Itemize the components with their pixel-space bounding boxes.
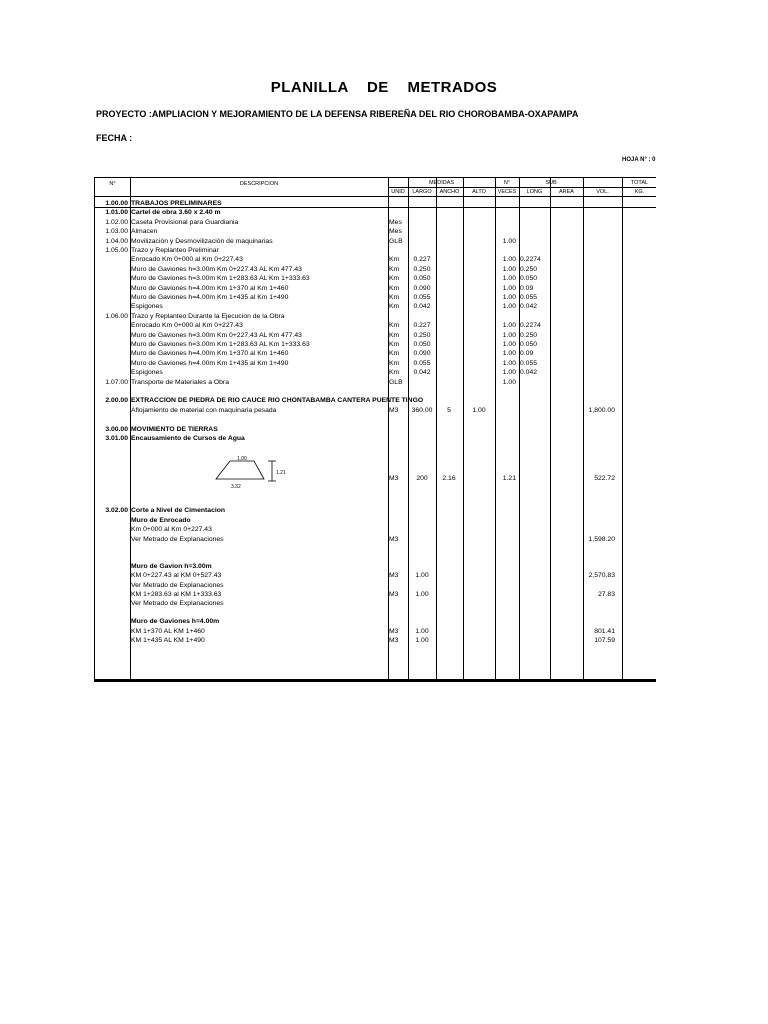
col-kg-header: KG. xyxy=(634,189,645,195)
cell-alto: 1.00 xyxy=(472,406,486,414)
cell-desc: Movilizaciòn y Desmovilizaciòn de maquinarias xyxy=(131,237,273,245)
table-row xyxy=(0,378,768,387)
table-row xyxy=(0,218,768,227)
cell-unid: Mes xyxy=(389,218,402,226)
cell-largo: 0.042 xyxy=(413,303,431,311)
table-row xyxy=(0,368,768,377)
table-row xyxy=(0,535,768,544)
cell-unid: Km xyxy=(389,265,400,273)
table-row xyxy=(0,237,768,246)
cell-desc: Muro de Gaviones h=4.00m Km 1+370 al Km 1+460 xyxy=(131,350,289,358)
cell-unid: M3 xyxy=(389,591,399,599)
cell-desc: EXTRACCION DE PIEDRA DE RIO CAUCE RIO CHONTABAMBA CANTERA PUENTE TINGO xyxy=(131,397,424,405)
table-row xyxy=(0,302,768,311)
cell-unid: M3 xyxy=(389,535,399,543)
cell-unid: M3 xyxy=(389,406,399,414)
table-row xyxy=(0,340,768,349)
table-row xyxy=(0,246,768,255)
cell-veces: 1.00 xyxy=(502,322,516,330)
cell-code: 1.00.00 xyxy=(105,200,128,207)
col-veces-no-header: N° xyxy=(503,180,511,186)
table-row xyxy=(0,525,768,534)
cell-long: 0.250 xyxy=(520,265,538,273)
table-row xyxy=(0,627,768,636)
cell-desc: Espigones xyxy=(131,303,163,311)
col-descripcion-header: DESCRIPCION xyxy=(239,181,279,187)
table-row xyxy=(0,359,768,368)
table-row xyxy=(0,434,768,443)
cell-long: 0.042 xyxy=(520,303,538,311)
cell-desc: Muro de Gaviones h=3.00m Km 1+283.63 AL Km 1+333.63 xyxy=(131,275,310,283)
cell-long: 0.055 xyxy=(520,294,538,301)
table-row xyxy=(0,396,768,405)
cell-veces: 1.00 xyxy=(502,275,516,283)
cell-desc: Trazo y Replanteo Durante la Ejecucion de la Obra xyxy=(131,312,285,320)
col-veces-header: VECES xyxy=(497,189,517,195)
cell-desc: Trazo y Replanteo Preliminar xyxy=(131,247,219,254)
cell-desc: MOVIMIENTO DE TIERRAS xyxy=(131,425,218,433)
cell-unid: Km xyxy=(389,284,400,292)
table-row xyxy=(0,349,768,358)
table-row xyxy=(0,274,768,283)
cell-desc: Ver Metrado de Explanaciones xyxy=(131,581,224,589)
cell-code: 1.06.00 xyxy=(105,312,128,320)
cell-unid: Km xyxy=(389,303,400,311)
table-row xyxy=(0,571,768,580)
cell-veces: 1.00 xyxy=(502,369,516,377)
table-row xyxy=(0,562,768,571)
cell-vol: 107.59 xyxy=(594,637,615,645)
cell-desc: Muro de Enrocado xyxy=(131,516,191,524)
cell-vol: 2,570.83 xyxy=(588,572,615,580)
cell-code: 2.00.00 xyxy=(105,397,128,405)
cell-desc: Encausamiento de Cursos de Agua xyxy=(131,435,245,442)
cell-vol: 1,598.20 xyxy=(588,535,615,543)
cell-desc: KM 1+435 AL KM 1+490 xyxy=(131,637,205,645)
sheet-number: HOJA N° : 0 xyxy=(622,157,656,163)
cell-code: 1.01.00 xyxy=(105,209,128,217)
cell-vol: 1,800.00 xyxy=(588,406,615,414)
cell-desc: Muro de Gavion h=3.00m xyxy=(131,562,212,570)
cell-desc: Ver Metrado de Explanaciones xyxy=(131,600,224,608)
table-row xyxy=(0,227,768,236)
cell-unid: Km xyxy=(389,256,400,264)
cell-ancho: 2.16 xyxy=(442,475,456,483)
cell-largo: 0.042 xyxy=(413,369,431,377)
cell-desc: KM 1+283.63 al KM 1+333.63 xyxy=(131,591,222,599)
table-row xyxy=(0,255,768,264)
cell-veces: 1.00 xyxy=(502,294,516,301)
table-row xyxy=(0,590,768,599)
cell-desc: Muro de Gaviones h=4.00m xyxy=(131,618,220,626)
cell-long: 0.042 xyxy=(520,369,538,377)
cell-code: 3.00.00 xyxy=(105,425,128,433)
cell-unid: Km xyxy=(389,350,400,358)
cell-desc: Muro de Gaviones h=3.00m Km 0+227.43 AL Km 477.43 xyxy=(131,265,302,273)
col-vol-header: VOL. xyxy=(596,189,609,195)
cell-largo: 0.055 xyxy=(413,294,431,301)
cell-desc: KM 0+227.43 al KM 0+527.43 xyxy=(131,572,222,580)
cell-desc: Cartel de obra 3.60 x 2.40 m xyxy=(131,209,221,217)
cell-long: 0.250 xyxy=(520,331,538,339)
cell-largo: 0.250 xyxy=(413,331,431,339)
cell-ancho: 5 xyxy=(447,406,451,414)
cell-long: 0.09 xyxy=(520,350,534,358)
cell-unid: M3 xyxy=(389,475,399,483)
cell-desc: Almacen xyxy=(131,228,158,236)
cell-unid: Mes xyxy=(389,228,402,236)
cell-veces: 1.00 xyxy=(502,331,516,339)
col-long-header: LONG xyxy=(526,189,543,195)
cell-unid: M3 xyxy=(389,572,399,580)
col-medidas-header: MEDIDAS xyxy=(428,180,455,186)
cell-code: 1.04.00 xyxy=(105,237,128,245)
cell-code: 1.03.00 xyxy=(105,228,128,236)
cell-veces: 1.00 xyxy=(502,350,516,358)
cell-largo: 1.00 xyxy=(415,627,429,635)
section-bottom-width: 3.32 xyxy=(231,484,241,490)
cell-vol: 27.83 xyxy=(597,591,615,599)
col-total-header: TOTAL xyxy=(630,180,649,186)
cell-desc: Espigones xyxy=(131,369,163,377)
cell-unid: Km xyxy=(389,369,400,377)
cell-largo: 360.00 xyxy=(411,406,433,414)
trapezoid-section-diagram xyxy=(210,455,290,495)
cell-unid: Km xyxy=(389,341,400,348)
cell-code: 3.02.00 xyxy=(105,507,128,515)
col-alto-header: ALTO xyxy=(472,189,486,195)
cell-unid: M3 xyxy=(389,637,399,645)
table-row xyxy=(0,636,768,645)
col-sub-header: SUB xyxy=(545,180,557,186)
table-row xyxy=(0,321,768,330)
cell-desc: Muro de Gaviones h=4.00m Km 1+370 al Km 1+460 xyxy=(131,284,289,292)
cell-unid: GLB xyxy=(389,378,403,386)
section-top-width: 1.00 xyxy=(237,456,247,462)
cell-largo: 1.00 xyxy=(415,637,429,645)
cell-code: 1.05.00 xyxy=(105,247,128,254)
cell-veces: 1.00 xyxy=(502,303,516,311)
cell-unid: GLB xyxy=(389,237,403,245)
cell-veces: 1.00 xyxy=(502,256,516,264)
col-no-header: N° xyxy=(109,181,116,187)
cell-unid: Km xyxy=(389,331,400,339)
cell-desc: Muro de Gaviones h=3.00m Km 1+283.63 AL Km 1+333.63 xyxy=(131,341,310,348)
cell-veces: 1.00 xyxy=(502,265,516,273)
section-height: 1.21 xyxy=(276,470,286,476)
cell-long: 0.09 xyxy=(520,284,534,292)
cell-largo: 0.050 xyxy=(413,341,431,348)
cell-largo: 0.055 xyxy=(413,359,431,367)
table-row xyxy=(0,599,768,608)
table-row xyxy=(0,199,768,208)
cell-long: 0.050 xyxy=(520,275,538,283)
cell-unid: Km xyxy=(389,322,400,330)
cell-vol: 522.72 xyxy=(594,475,615,483)
cell-code: 1.07.00 xyxy=(105,378,128,386)
table-row xyxy=(0,425,768,434)
table-row xyxy=(0,474,768,483)
cell-long: 0.050 xyxy=(520,341,538,348)
cell-unid: Km xyxy=(389,359,400,367)
cell-desc: Aflojamiento de material con maquinaria pesada xyxy=(131,406,277,414)
project-name: PROYECTO :AMPLIACION Y MEJORAMIENTO DE LA DEFENSA RIBEREÑA DEL RIO CHOROBAMBA-OXAPAMPA xyxy=(96,109,579,119)
cell-unid: Km xyxy=(389,275,400,283)
cell-code: 3.01.00 xyxy=(105,435,128,442)
cell-veces: 1.00 xyxy=(502,237,516,245)
cell-desc: TRABAJOS PRELIMINARES xyxy=(131,200,222,207)
cell-long: 0.2274 xyxy=(520,322,541,330)
cell-veces: 1.21 xyxy=(502,475,516,483)
cell-largo: 1.00 xyxy=(415,572,429,580)
cell-largo: 0.050 xyxy=(413,275,431,283)
cell-largo: 0.227 xyxy=(413,322,431,330)
cell-veces: 1.00 xyxy=(502,359,516,367)
cell-long: 0.055 xyxy=(520,359,538,367)
table-row xyxy=(0,617,768,626)
cell-vol: 801.41 xyxy=(594,627,615,635)
cell-largo: 0.250 xyxy=(413,265,431,273)
cell-veces: 1.00 xyxy=(502,378,516,386)
cell-largo: 0.090 xyxy=(413,350,431,358)
cell-largo: 0.090 xyxy=(413,284,431,292)
cell-veces: 1.00 xyxy=(502,284,516,292)
col-ancho-header: ANCHO xyxy=(439,189,460,195)
cell-largo: 200 xyxy=(416,475,428,483)
cell-unid: Km xyxy=(389,294,400,301)
cell-largo: 1.00 xyxy=(415,591,429,599)
cell-desc: Muro de Gaviones h=3.00m Km 0+227.43 AL Km 477.43 xyxy=(131,331,302,339)
cell-code: 1.02.00 xyxy=(105,218,128,226)
col-unid-header: UNID xyxy=(391,189,405,195)
cell-long: 0.2274 xyxy=(520,256,541,264)
cell-desc: Muro de Gaviones h=4.00m Km 1+435 al Km 1+490 xyxy=(131,294,289,301)
cell-desc: Muro de Gaviones h=4.00m Km 1+435 al Km 1+490 xyxy=(131,359,289,367)
table-row xyxy=(0,506,768,515)
table-row xyxy=(0,265,768,274)
cell-largo: 0.227 xyxy=(413,256,431,264)
table-row xyxy=(0,406,768,415)
table-row xyxy=(0,293,768,302)
table-row xyxy=(0,331,768,340)
cell-desc: Ver Metrado de Explanaciones xyxy=(131,535,224,543)
cell-desc: Km 0+000 al Km 0+227.43 xyxy=(131,526,212,534)
cell-unid: M3 xyxy=(389,627,399,635)
cell-desc: Corte a Nivel de Cimentacion xyxy=(131,507,226,515)
table-row xyxy=(0,312,768,321)
cell-desc: Transporte de Materiales a Obra xyxy=(131,378,229,386)
table-row xyxy=(0,284,768,293)
cell-desc: Enrocado Km 0+000 al Km 0+227.43 xyxy=(131,256,243,264)
table-row xyxy=(0,208,768,217)
date-label: FECHA : xyxy=(96,133,133,143)
col-area-header: AREA xyxy=(559,189,574,195)
cell-desc: KM 1+370 AL KM 1+460 xyxy=(131,627,205,635)
page-title: PLANILLA DE METRADOS xyxy=(270,79,498,96)
col-largo-header: LARGO xyxy=(412,189,432,195)
table-row xyxy=(0,581,768,590)
cell-desc: Enrocado Km 0+000 al Km 0+227.43 xyxy=(131,322,243,330)
cell-veces: 1.00 xyxy=(502,341,516,348)
cell-desc: Caseta Provisional para Guardiania xyxy=(131,218,239,226)
table-row xyxy=(0,516,768,525)
